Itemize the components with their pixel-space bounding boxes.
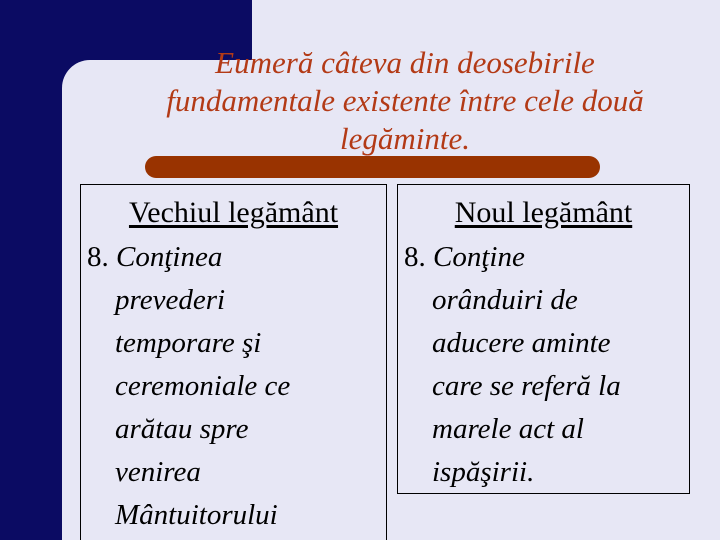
slide-title [110,44,700,158]
new-covenant-line-4: care se referă la [432,370,621,402]
old-covenant-line-5: arătau spre [115,413,249,445]
new-covenant-line-1 [404,236,621,279]
new-covenant-text [404,236,621,494]
new-covenant-heading: Noul legământ [454,196,633,229]
item-number: 8. [87,241,109,273]
title-line-3: legăminte. [340,121,470,156]
old-covenant-line-6: venirea [115,456,201,488]
new-covenant-line-6: ispăşirii. [432,456,535,488]
old-covenant-heading: Vechiul legământ [128,196,339,229]
old-covenant-line-3: temporare şi [115,327,262,359]
title-line-1: Eumeră câteva din deosebirile [215,45,595,80]
old-covenant-text [87,236,290,537]
old-covenant-line-2: prevederi [115,284,226,316]
old-covenant-line-7: Mântuitorului [115,499,278,531]
old-covenant-line-4: ceremoniale ce [115,370,291,402]
old-covenant-box [80,184,387,540]
item-number: 8. [404,241,426,273]
new-covenant-line-1-text: Conţine [433,241,525,273]
title-underline-bar [145,156,600,178]
new-covenant-box [397,184,690,494]
new-covenant-line-2: orânduiri de [432,284,578,316]
old-covenant-line-1-text: Conţinea [116,241,223,273]
title-line-2: fundamentale existente între cele două [166,83,644,118]
new-covenant-line-5: marele act al [432,413,584,445]
new-covenant-line-3: aducere aminte [432,327,611,359]
old-covenant-line-1 [87,236,290,279]
